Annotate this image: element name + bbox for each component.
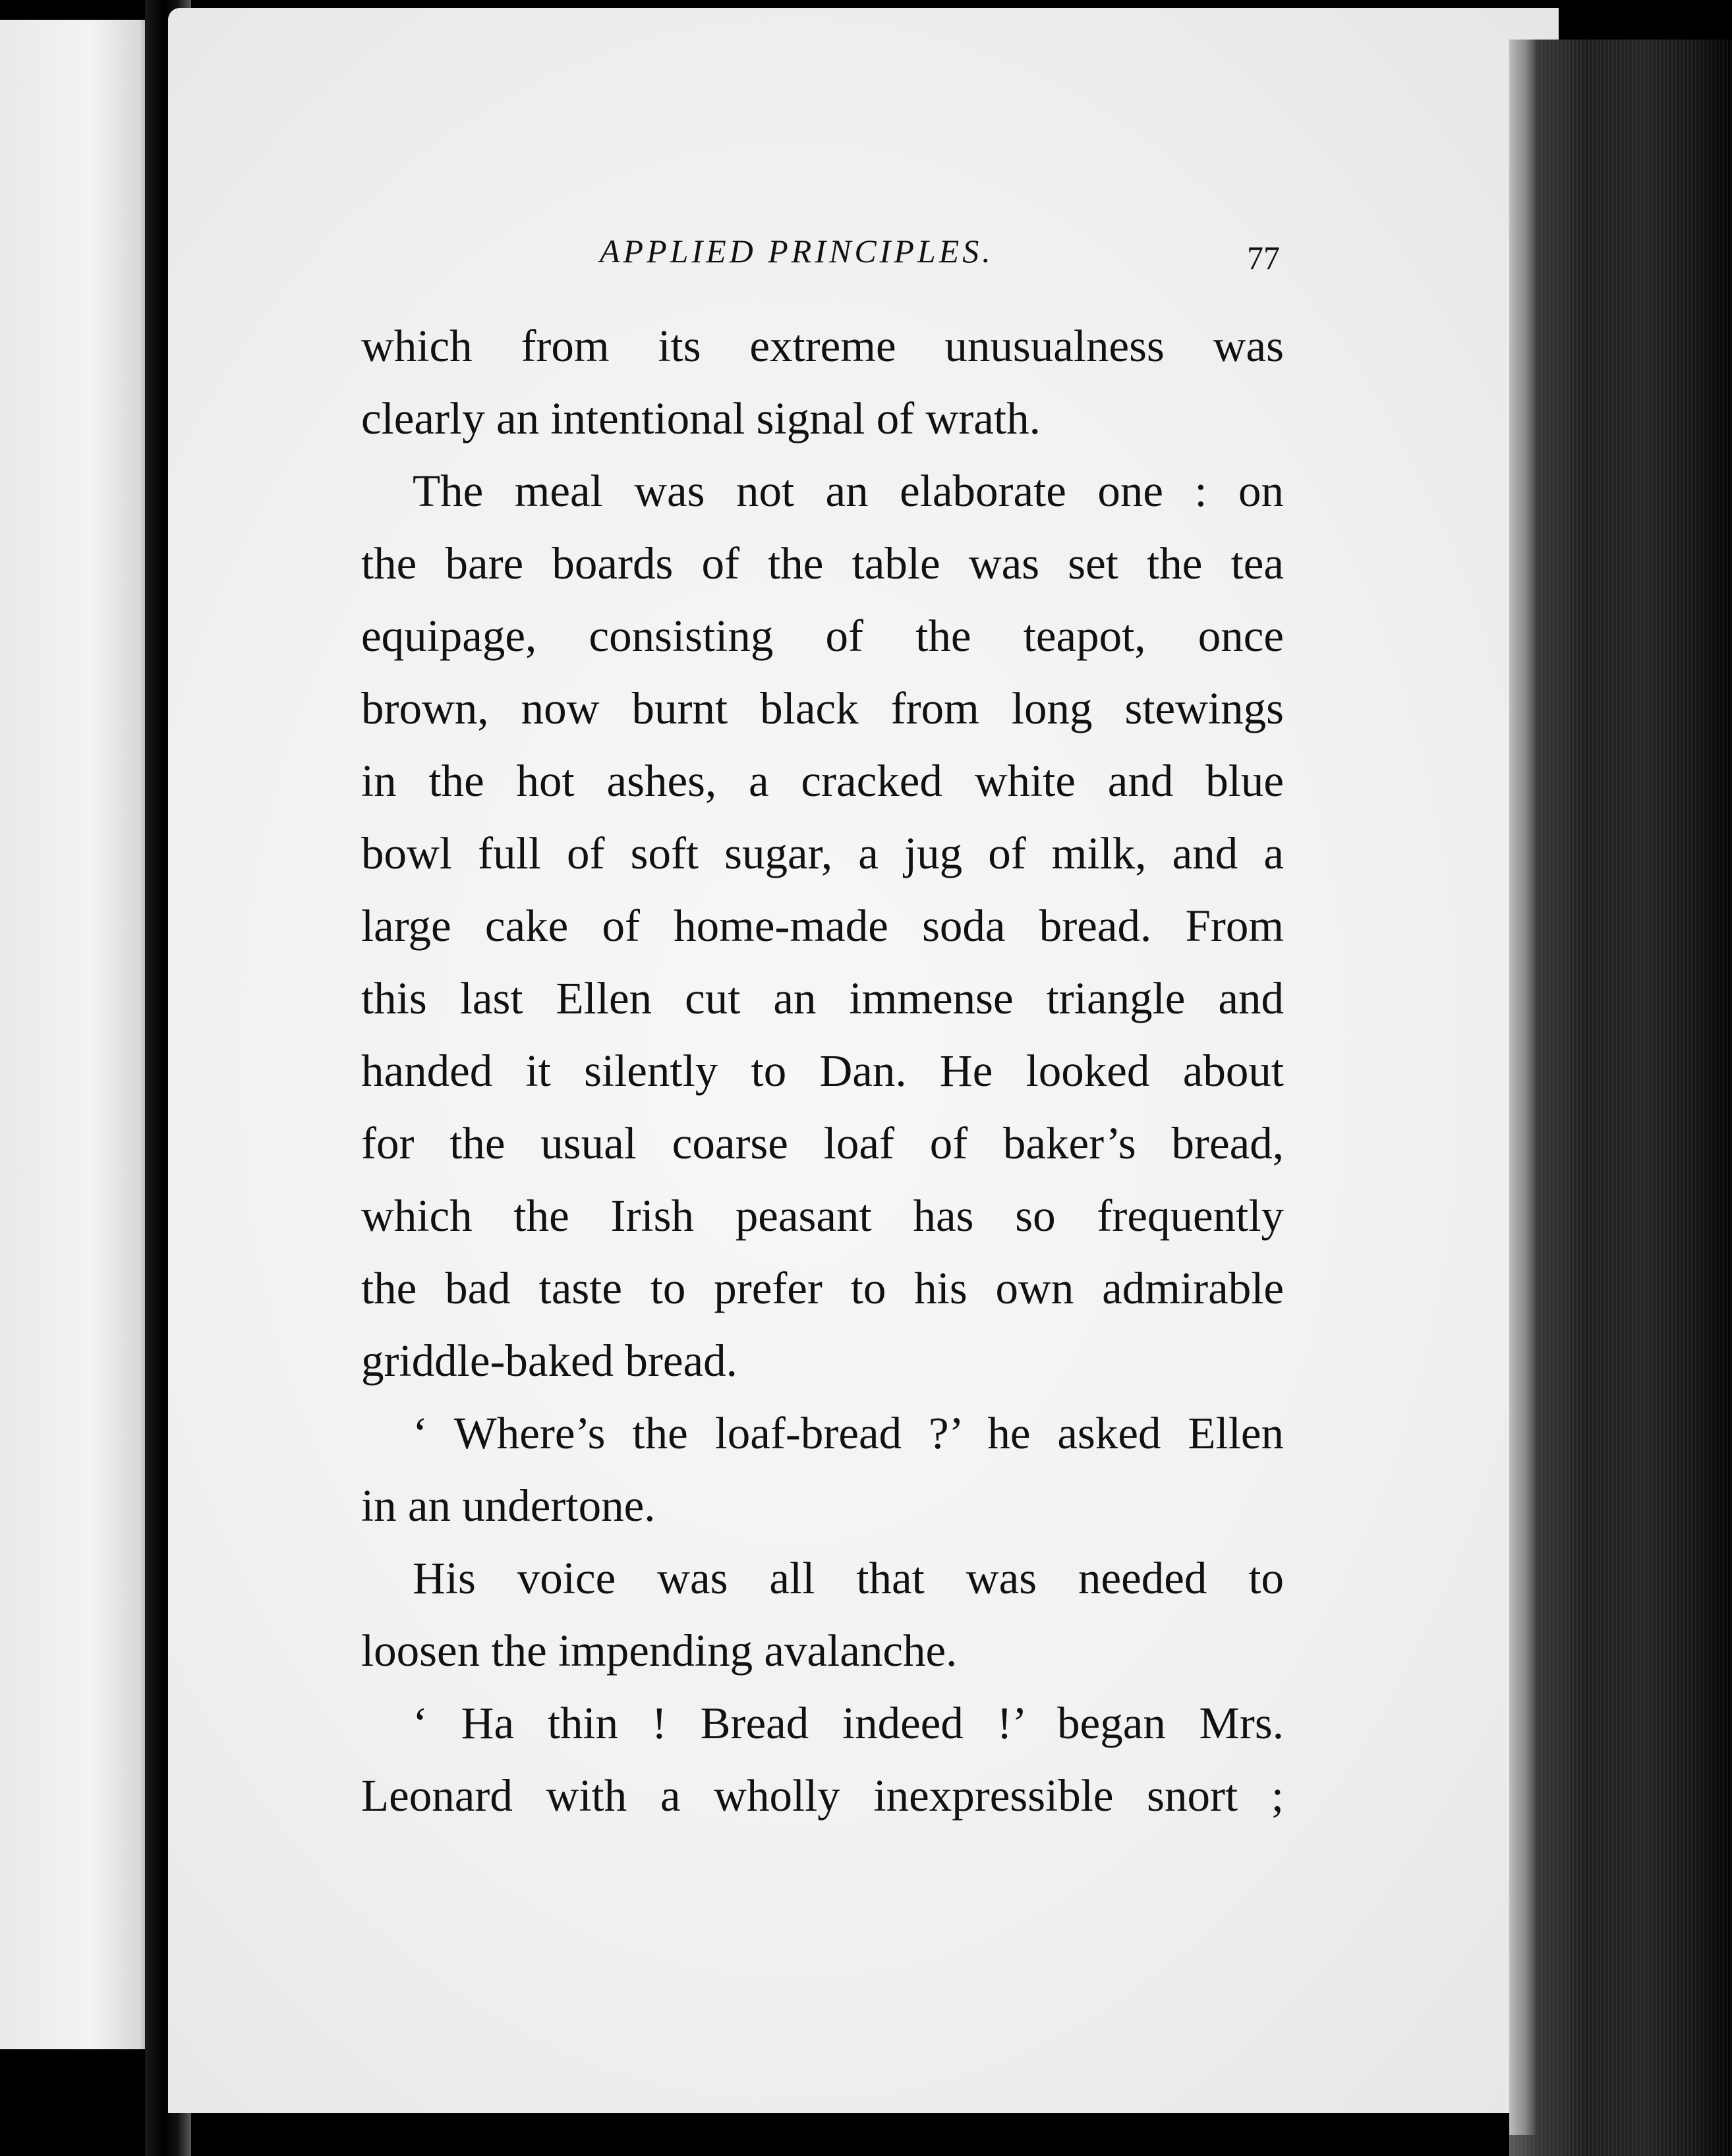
text-line: The meal was not an elaborate one : on — [413, 466, 1284, 516]
text-line: bowl full of soft sugar, a jug of milk, and a — [361, 828, 1284, 878]
text-line: in the hot ashes, a cracked white and blue — [361, 756, 1284, 806]
text-line: equipage, consisting of the teapot, once — [361, 611, 1284, 661]
text-line: this last Ellen cut an immense triangle and — [361, 973, 1284, 1023]
text-line: which from its extreme unusualness was — [361, 321, 1284, 371]
text-line: clearly an intentional signal of wrath. — [361, 393, 1041, 443]
page-edge-highlight — [1509, 40, 1536, 2135]
text-line: ‘ Where’s the loaf-bread ?’ he asked Ellen — [413, 1408, 1284, 1458]
text-line: brown, now burnt black from long stewings — [361, 683, 1284, 733]
text-line: griddle-baked bread. — [361, 1336, 737, 1386]
page-edge-stack — [1509, 40, 1732, 2156]
text-line: His voice was all that was needed to — [413, 1553, 1284, 1603]
text-line: handed it silently to Dan. He looked about — [361, 1046, 1284, 1096]
text-line: for the usual coarse loaf of baker’s bread, — [361, 1118, 1284, 1168]
running-head: APPLIED PRINCIPLES. — [600, 233, 994, 270]
text-line: in an undertone. — [361, 1481, 656, 1531]
text-line: ‘ Ha thin ! Bread indeed !’ began Mrs. — [413, 1698, 1284, 1748]
text-line: the bad taste to prefer to his own admirable — [361, 1263, 1284, 1313]
facing-page-edge — [0, 20, 152, 2049]
text-line: the bare boards of the table was set the tea — [361, 538, 1284, 588]
text-line: which the Irish peasant has so frequently — [361, 1191, 1284, 1241]
page-number: 77 — [1247, 239, 1280, 276]
text-line: Leonard with a wholly inexpressible snort ; — [361, 1771, 1284, 1821]
text-line: loosen the impending avalanche. — [361, 1626, 958, 1676]
text-line: large cake of home-made soda bread. From — [361, 901, 1284, 951]
body-text — [361, 310, 1284, 1832]
